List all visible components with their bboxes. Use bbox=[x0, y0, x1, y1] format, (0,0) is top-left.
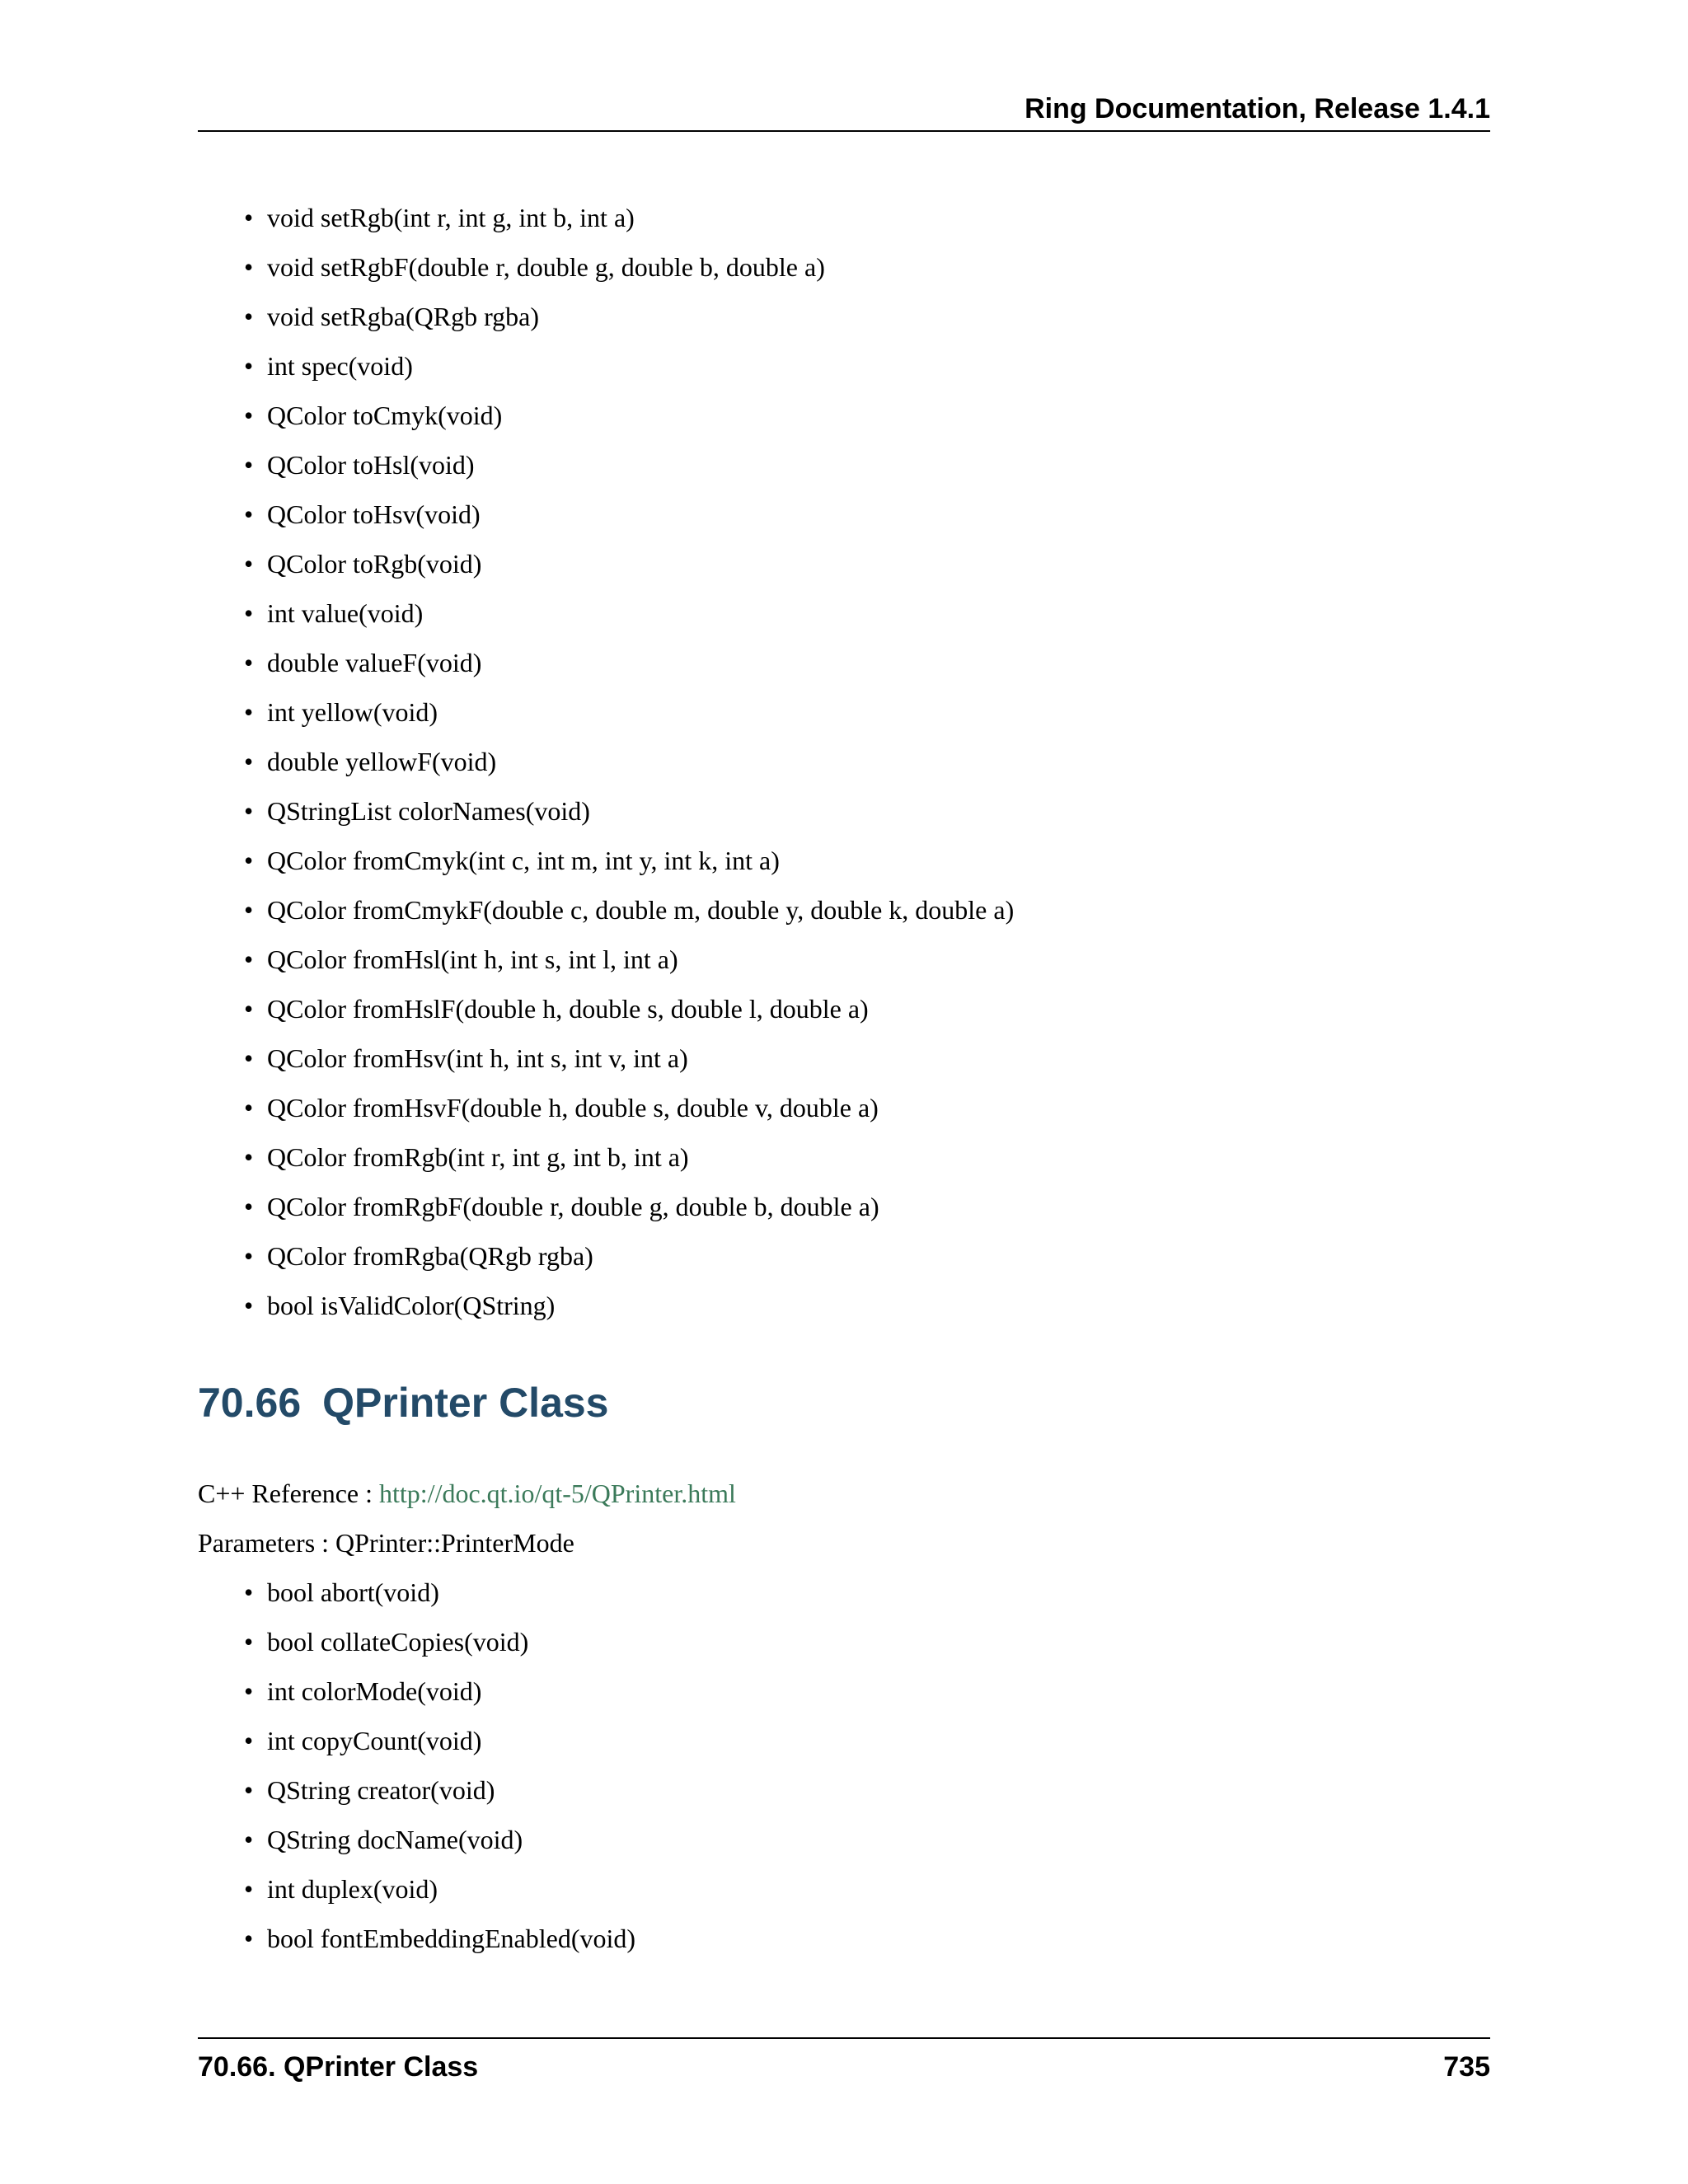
section-heading bbox=[198, 1378, 609, 1427]
bullet-icon: • bbox=[244, 1775, 254, 1805]
bullet-icon: • bbox=[244, 796, 254, 826]
bullet-icon: • bbox=[244, 499, 254, 529]
list-item bbox=[198, 1238, 1014, 1287]
method-signature: QColor fromHsl(int h, int s, int l, int a) bbox=[267, 944, 678, 974]
list-item bbox=[198, 546, 1014, 595]
list-item bbox=[198, 1920, 635, 1970]
bullet-icon: • bbox=[244, 1093, 254, 1122]
list-item bbox=[198, 1287, 1014, 1337]
reference-label: C++ Reference : bbox=[198, 1479, 379, 1508]
method-signature: int value(void) bbox=[267, 598, 424, 628]
list-item bbox=[198, 1040, 1014, 1090]
header-rule bbox=[198, 130, 1490, 132]
bullet-icon: • bbox=[244, 747, 254, 776]
section-title: QPrinter Class bbox=[322, 1380, 609, 1426]
method-signature: QColor fromRgb(int r, int g, int b, int a) bbox=[267, 1142, 689, 1172]
list-item bbox=[198, 1772, 635, 1821]
bullet-icon: • bbox=[244, 1241, 254, 1271]
method-signature: void setRgba(QRgb rgba) bbox=[267, 302, 540, 331]
bullet-icon: • bbox=[244, 1142, 254, 1172]
list-item bbox=[198, 348, 1014, 397]
method-signature: QColor fromHslF(double h, double s, double l, double a) bbox=[267, 994, 869, 1024]
bullet-icon: • bbox=[244, 648, 254, 677]
reference-link[interactable]: http://doc.qt.io/qt-5/QPrinter.html bbox=[379, 1479, 736, 1508]
list-item bbox=[198, 1139, 1014, 1188]
method-signature: void setRgb(int r, int g, int b, int a) bbox=[267, 203, 635, 232]
list-item bbox=[198, 1188, 1014, 1238]
bullet-icon: • bbox=[244, 1627, 254, 1657]
list-item bbox=[198, 743, 1014, 793]
bullet-icon: • bbox=[244, 697, 254, 727]
bullet-icon: • bbox=[244, 1192, 254, 1221]
bullet-icon: • bbox=[244, 944, 254, 974]
method-signature: QColor fromRgba(QRgb rgba) bbox=[267, 1241, 593, 1271]
bullet-icon: • bbox=[244, 598, 254, 628]
bullet-icon: • bbox=[244, 252, 254, 282]
cpp-reference bbox=[198, 1475, 736, 1511]
method-signature: QString docName(void) bbox=[267, 1825, 523, 1854]
list-item bbox=[198, 1673, 635, 1722]
method-signature: bool collateCopies(void) bbox=[267, 1627, 529, 1657]
method-signature: bool isValidColor(QString) bbox=[267, 1291, 556, 1320]
method-signature: double valueF(void) bbox=[267, 648, 482, 677]
list-item bbox=[198, 249, 1014, 298]
page-number: 735 bbox=[1443, 2051, 1490, 2083]
list-item bbox=[198, 595, 1014, 644]
bullet-icon: • bbox=[244, 1291, 254, 1320]
list-item bbox=[198, 694, 1014, 743]
list-item bbox=[198, 1090, 1014, 1139]
bullet-icon: • bbox=[244, 450, 254, 480]
method-signature: int spec(void) bbox=[267, 351, 413, 381]
method-signature: int colorMode(void) bbox=[267, 1676, 482, 1706]
method-signature: int yellow(void) bbox=[267, 697, 438, 727]
method-signature: QString creator(void) bbox=[267, 1775, 495, 1805]
qcolor-method-list bbox=[198, 199, 1014, 1337]
method-signature: QColor toHsv(void) bbox=[267, 499, 481, 529]
bullet-icon: • bbox=[244, 1676, 254, 1706]
list-item bbox=[198, 991, 1014, 1040]
method-signature: int copyCount(void) bbox=[267, 1726, 482, 1755]
method-signature: QColor fromCmykF(double c, double m, double y, double k, double a) bbox=[267, 895, 1015, 925]
method-signature: QColor toCmyk(void) bbox=[267, 401, 503, 430]
footer-section: 70.66. QPrinter Class bbox=[198, 2051, 479, 2083]
list-item bbox=[198, 1624, 635, 1673]
method-signature: QColor fromHsv(int h, int s, int v, int a) bbox=[267, 1043, 688, 1073]
method-signature: QColor fromHsvF(double h, double s, double v, double a) bbox=[267, 1093, 879, 1122]
list-item bbox=[198, 793, 1014, 842]
list-item bbox=[198, 644, 1014, 694]
bullet-icon: • bbox=[244, 1726, 254, 1755]
bullet-icon: • bbox=[244, 401, 254, 430]
parameters-line: Parameters : QPrinter::PrinterMode bbox=[198, 1528, 574, 1558]
list-item bbox=[198, 1821, 635, 1871]
section-number: 70.66 bbox=[198, 1380, 302, 1426]
method-signature: bool fontEmbeddingEnabled(void) bbox=[267, 1924, 636, 1953]
bullet-icon: • bbox=[244, 994, 254, 1024]
bullet-icon: • bbox=[244, 549, 254, 579]
bullet-icon: • bbox=[244, 1924, 254, 1953]
method-signature: QColor toHsl(void) bbox=[267, 450, 475, 480]
running-header: Ring Documentation, Release 1.4.1 bbox=[1025, 93, 1490, 124]
list-item bbox=[198, 397, 1014, 447]
method-signature: void setRgbF(double r, double g, double b, double a) bbox=[267, 252, 825, 282]
list-item bbox=[198, 941, 1014, 991]
bullet-icon: • bbox=[244, 1043, 254, 1073]
list-item bbox=[198, 447, 1014, 496]
bullet-icon: • bbox=[244, 846, 254, 875]
bullet-icon: • bbox=[244, 351, 254, 381]
list-item bbox=[198, 1722, 635, 1772]
bullet-icon: • bbox=[244, 302, 254, 331]
method-signature: QColor fromCmyk(int c, int m, int y, int k, int a) bbox=[267, 846, 780, 875]
footer-rule bbox=[198, 2037, 1490, 2039]
list-item bbox=[198, 1871, 635, 1920]
bullet-icon: • bbox=[244, 895, 254, 925]
list-item bbox=[198, 298, 1014, 348]
method-signature: double yellowF(void) bbox=[267, 747, 497, 776]
list-item bbox=[198, 842, 1014, 892]
method-signature: QColor fromRgbF(double r, double g, double b, double a) bbox=[267, 1192, 879, 1221]
bullet-icon: • bbox=[244, 1825, 254, 1854]
bullet-icon: • bbox=[244, 1577, 254, 1607]
list-item bbox=[198, 496, 1014, 546]
bullet-icon: • bbox=[244, 1874, 254, 1904]
method-signature: QStringList colorNames(void) bbox=[267, 796, 590, 826]
list-item bbox=[198, 892, 1014, 941]
qprinter-method-list bbox=[198, 1574, 635, 1970]
list-item bbox=[198, 199, 1014, 249]
method-signature: QColor toRgb(void) bbox=[267, 549, 482, 579]
method-signature: bool abort(void) bbox=[267, 1577, 439, 1607]
method-signature: int duplex(void) bbox=[267, 1874, 438, 1904]
bullet-icon: • bbox=[244, 203, 254, 232]
list-item bbox=[198, 1574, 635, 1624]
